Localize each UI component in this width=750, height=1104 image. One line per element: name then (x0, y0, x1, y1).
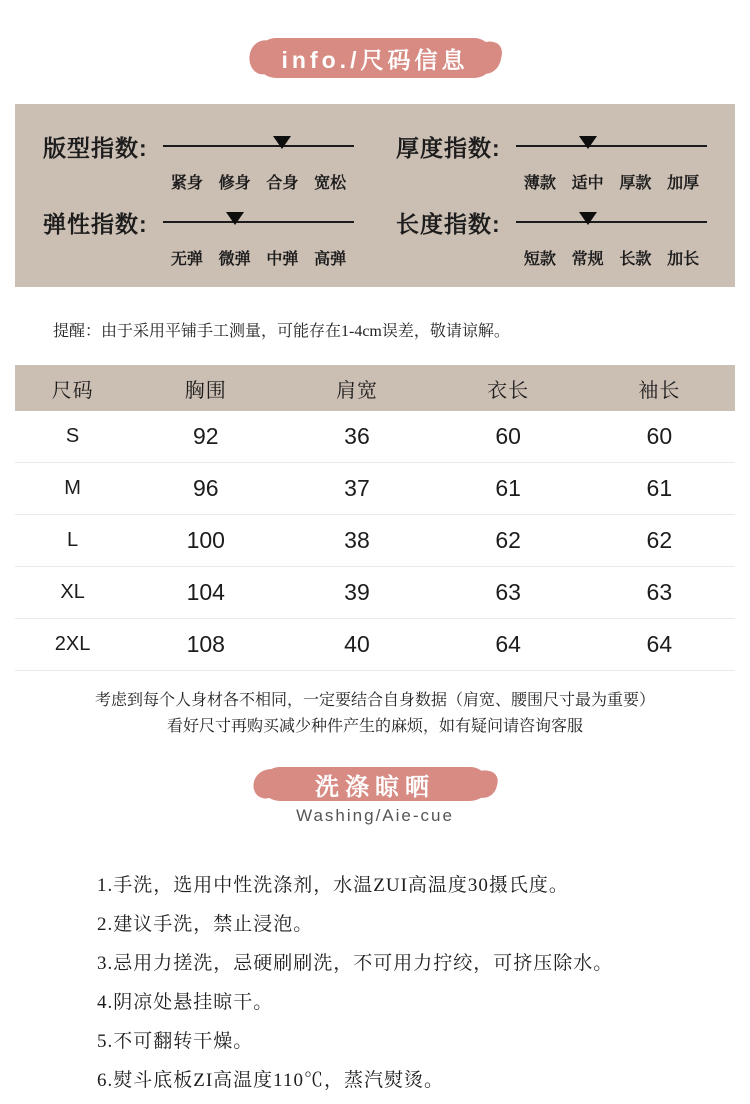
length-value: 63 (495, 579, 521, 605)
sleeve-value: 62 (646, 527, 673, 553)
shoulder-value: 40 (344, 631, 370, 657)
size-info-banner-title: info./尺码信息 (281, 46, 469, 73)
bust-value: 108 (186, 631, 225, 657)
table-row (15, 515, 735, 567)
shoulder-value: 38 (344, 527, 370, 553)
size-label: L (67, 529, 79, 551)
index-scale (516, 205, 707, 239)
scale-label: 微弹 (218, 251, 251, 268)
scale-label: 紧身 (170, 175, 203, 192)
washing-step: 4.阴凉处悬挂晾干。 (97, 992, 274, 1013)
sleeve-value: 60 (646, 423, 673, 449)
garment-index-panel (15, 104, 735, 287)
bust-value: 96 (192, 475, 219, 501)
index-scale-labels (163, 239, 354, 269)
size-label: XL (60, 581, 85, 603)
index-module-thickness (396, 129, 707, 193)
index-scale (516, 129, 707, 163)
column-header: 袖长 (638, 379, 681, 402)
arrow-down-icon (226, 212, 244, 225)
advice-line: 看好尺寸再购买减少种件产生的麻烦，如有疑问请咨询客服 (166, 718, 583, 735)
index-module-elasticity (43, 205, 354, 269)
advice-line: 考虑到每个人身材各不相同，一定要结合自身数据（肩宽、腰围尺寸最为重要） (94, 692, 655, 709)
scale-label: 短款 (523, 251, 556, 268)
size-info-banner (258, 38, 492, 78)
index-title: 弹性指数: (43, 210, 148, 237)
bust-value: 100 (186, 527, 225, 553)
washing-step: 6.熨斗底板ZI高温度110℃，蒸汽熨烫。 (97, 1070, 444, 1091)
length-value: 61 (495, 475, 521, 501)
shoulder-value: 37 (344, 475, 370, 501)
column-header: 尺码 (51, 379, 94, 402)
scale-label: 长款 (619, 251, 652, 268)
index-scale-labels (516, 239, 707, 269)
washing-step: 2.建议手洗，禁止浸泡。 (97, 914, 314, 935)
length-value: 60 (495, 423, 521, 449)
washing-step: 1.手洗，选用中性洗涤剂，水温ZUI高温度30摄氏度。 (97, 875, 569, 896)
length-value: 62 (495, 527, 521, 553)
size-table-header (15, 365, 735, 411)
index-title: 长度指数: (396, 210, 501, 237)
scale-label: 合身 (266, 175, 299, 192)
scale-label: 修身 (218, 175, 251, 192)
sleeve-value: 61 (646, 475, 673, 501)
table-row (15, 567, 735, 619)
sleeve-value: 64 (646, 631, 673, 657)
index-scale (163, 129, 354, 163)
index-module-length (396, 205, 707, 269)
size-label: S (65, 425, 80, 447)
index-scale-labels (163, 163, 354, 193)
index-scale-labels (516, 163, 707, 193)
scale-label: 厚款 (619, 175, 652, 192)
washing-subtitle: Washing/Aie-cue (296, 806, 454, 825)
shoulder-value: 36 (344, 423, 370, 449)
scale-label: 加厚 (667, 175, 700, 192)
scale-label: 加长 (667, 251, 700, 268)
size-advice-notes (0, 688, 750, 740)
scale-line (163, 145, 354, 147)
sleeve-value: 63 (646, 579, 673, 605)
arrow-down-icon (579, 212, 597, 225)
scale-line (516, 145, 707, 147)
length-value: 64 (495, 631, 521, 657)
arrow-down-icon (273, 136, 291, 149)
bust-value: 92 (192, 423, 219, 449)
size-table (15, 365, 735, 671)
column-header: 肩宽 (335, 379, 378, 402)
washing-banner-title: 洗涤晾晒 (315, 773, 435, 801)
scale-label: 无弹 (170, 251, 203, 268)
index-title: 版型指数: (43, 134, 148, 161)
scale-label: 薄款 (523, 175, 556, 192)
washing-banner (262, 767, 488, 801)
table-row (15, 411, 735, 463)
scale-label: 适中 (571, 175, 604, 192)
washing-instructions (97, 870, 750, 1092)
table-row (15, 463, 735, 515)
arrow-down-icon (579, 136, 597, 149)
index-scale (163, 205, 354, 239)
index-title: 厚度指数: (396, 134, 501, 161)
scale-label: 高弹 (314, 251, 347, 268)
scale-label: 中弹 (266, 251, 299, 268)
size-label: M (64, 477, 81, 499)
column-header: 胸围 (184, 379, 227, 402)
size-label: 2XL (54, 633, 91, 655)
washing-step: 5.不可翻转干燥。 (97, 1031, 254, 1052)
measurement-reminder: 提醒：由于采用平铺手工测量，可能存在1-4cm误差，敬请谅解。 (53, 323, 510, 340)
table-row (15, 619, 735, 671)
scale-line (163, 221, 354, 223)
column-header: 衣长 (487, 379, 530, 402)
shoulder-value: 39 (344, 579, 370, 605)
index-module-fit (43, 129, 354, 193)
scale-label: 常规 (571, 251, 604, 268)
washing-step: 3.忌用力搓洗，忌硬刷刷洗，不可用力拧绞，可挤压除水。 (97, 953, 614, 974)
scale-label: 宽松 (314, 175, 347, 192)
bust-value: 104 (186, 579, 225, 605)
scale-line (516, 221, 707, 223)
